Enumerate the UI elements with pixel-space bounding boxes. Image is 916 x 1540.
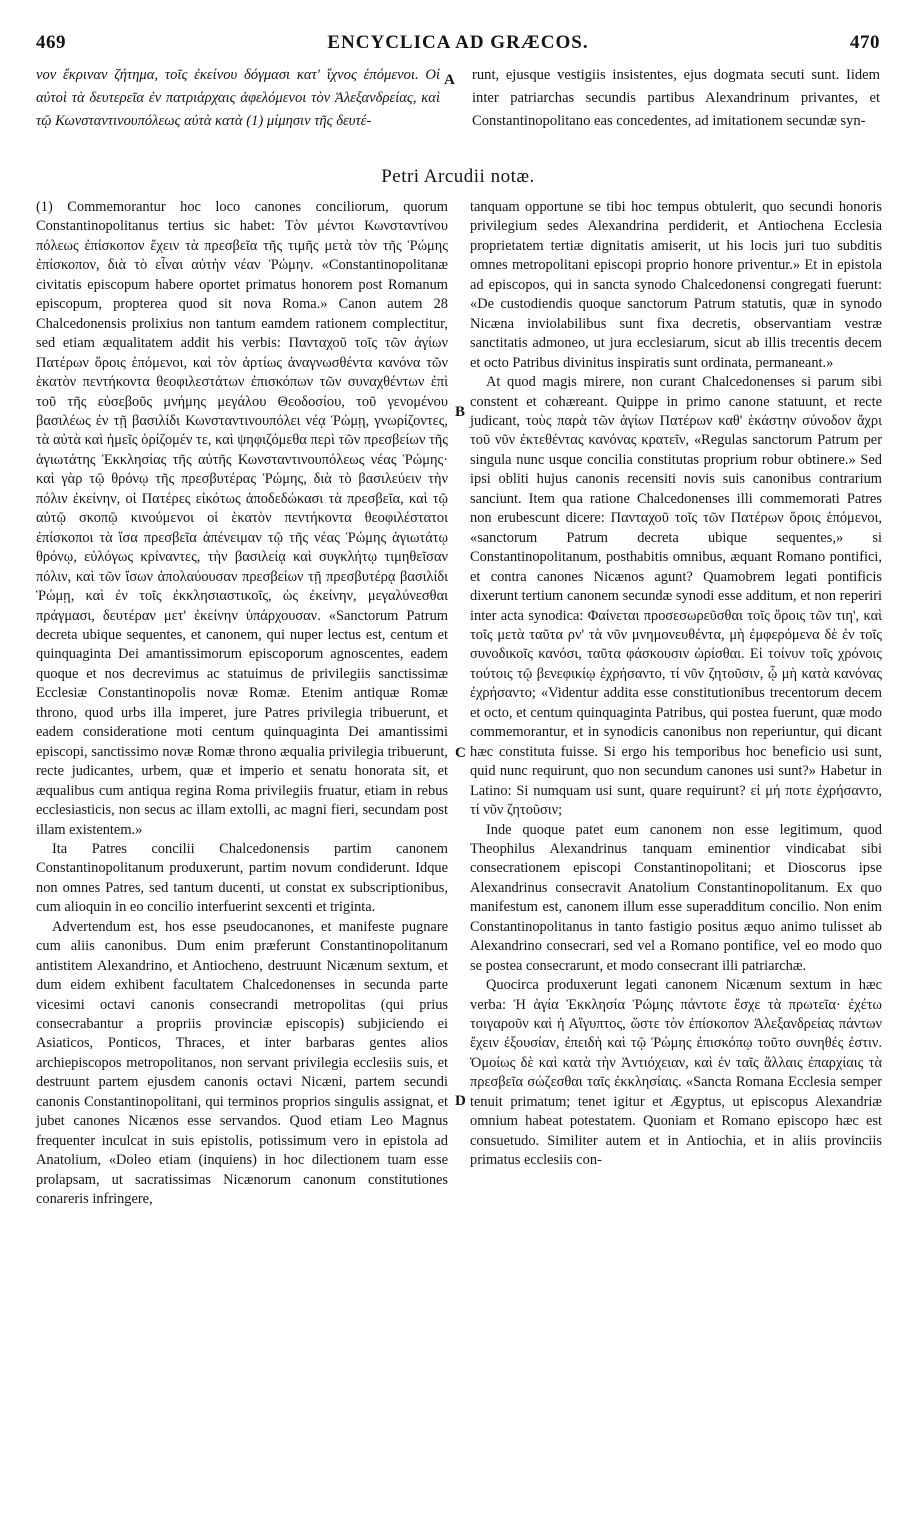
margin-marker-c: C [455, 745, 466, 761]
notes-title: Petri Arcudii notæ. [381, 166, 535, 187]
left-page-number: 469 [36, 32, 66, 53]
greek-text-column: νον ἔκριναν ζήτημα, τοῖς ἐκείνου δόγμασι κατ' ἴχνος ἑπόμενοι. Οἱ αὐτοὶ τὰ δευτερεῖα ἐν πατριάρχαις ἀφελόμενοι τὸν Ἀλεξανδρείας, καὶ τῷ Κωνσταντινουπόλεως αὐτὰ κατὰ (1) μίμησιν τῆς δευτέ- [36, 67, 440, 129]
margin-marker-b: B [455, 404, 466, 420]
note-paragraph: (1) Commemorantur hoc loco canones conciliorum, quorum Constantinopolitanus tertius sic habet: Τὸν μέντοι Κωνσταντίνου πόλεως ἐπίσκοπον ἔχειν τὰ πρεσβεῖα τῆς τιμῆς μετὰ τὸν τῆς Ῥώμης ἐπίσκοπον, διὰ τὸ εἶναι αὐτὴν νέαν Ῥώμην. «Constantinopolitanæ civitatis episcopum habere oportet primatus honorem post Romanum episcopum, propterea quod sit nova Roma.» Canon autem 28 Chalcedonensis prolixius non tantum eamdem rationem complectitur, sed etiam æqualitatem addit his verbis: Πανταχοῦ τοῖς τῶν ἁγίων Πατέρων ὅροις ἑπόμενοι, καὶ τὸν ἀρτίως ἀναγνωσθέντα κανόνα τῶν ἑκατὸν πεντήκοντα θεοφιλεστάτων ἐπισκόπων τῶν συναχθέντων ἐπὶ τοῦ τῆς εὐσεβοῦς μνήμης μεγάλου Θεοδοσίου, τοῦ γενομένου βασιλέως ἐν τῇ βασιλίδι Κωνσταντινουπόλει νέᾳ Ῥώμῃ, γνωρίζοντες, τὰ αὐτὰ καὶ ἡμεῖς ὁρίζομέν τε, καὶ ψηφιζόμεθα περὶ τῶν πρεσβείων τῆς ἁγιωτάτης Ἐκκλησίας τῆς αὐτῆς Κωνσταντινουπόλεως νέας Ῥώμης· καὶ γὰρ τῷ θρόνῳ τῆς πρεσβυτέρας Ῥώμης, διὰ τὸ βασιλεύειν τὴν πόλιν ἐκείνην, οἱ Πατέρες εἰκότως ἀποδεδώκασι τὰ πρεσβεῖα, καὶ τῷ αὐτῷ σκοπῷ κινούμενοι οἱ ἑκατὸν πεντήκοντα θεοφιλέστατοι ἐπίσκοποι τὰ ἴσα πρεσβεῖα ἀπένειμαν τῷ τῆς νέας Ῥώμης ἁγιωτάτῳ θρόνῳ, εὐλόγως κρίναντες, τὴν βασιλείᾳ καὶ συγκλήτῳ τιμηθεῖσαν πόλιν, καὶ τῶν ἴσων ἀπολαύουσαν πρεσβείων τῇ πρεσβυτέρᾳ βασιλίδι Ῥώμῃ, καὶ ἐν τοῖς ἐκκλησιαστικοῖς, ὡς ἐκείνην, μεγαλύνεσθαι πράγμασι, δευτέραν μετ' ἐκείνην ὑπάρχουσαν. «Sanctorum Patrum decreta ubique sequentes, et canonem, qui nuper lectus est, centum et quinquaginta Dei amantissimorum episcoporum agnoscentes, eadem quoque et nos decrevimus ac statuimus de privilegiis sanctissimæ Ecclesiæ Constantinopolis novæ Romæ. Etenim antiquæ Romæ throno, quod urbs illa imperet, jure Patres privilegia tribuerunt, et eadem consideratione moti centum quinquaginta Dei amantissimi episcopi, sanctissimo novæ Romæ throno æqualia privilegia tribuerunt, recte judicantes, urbem, quæ et imperio et senatu honorata sit, et æqualibus cum antiqua regina Roma privilegiis fruatur, etiam in rebus ecclesiasticis, non secus ac illam extolli, ac magni fieri, secundam post illam existentem.» [36, 199, 448, 838]
main-text [36, 64, 880, 156]
running-header [36, 32, 880, 58]
right-page-number: 470 [850, 32, 880, 53]
notes-section [36, 198, 880, 1518]
note-paragraph: Quocirca produxerunt legati canonem Nicænum sextum in hæc verba: Ἡ ἁγία Ἐκκλησία Ῥώμης πάντοτε ἔσχε τὰ πρωτεῖα· ἐχέτω τοιγαροῦν καὶ ἡ Αἴγυπτος, ὥστε τὸν ἐπίσκοπον Ἀλεξανδρείας πάντων ἔχειν ἐξουσίαν, ἐπειδὴ καὶ τῷ Ῥώμης ἐπισκόπῳ τοῦτο συνηθές ἐστιν. Ὁμοίως δὲ καὶ κατὰ τὴν Ἀντιόχειαν, καὶ ἐν ταῖς ἄλλαις ἐπαρχίαις τὰ πρεσβεῖα σώζεσθαι ταῖς ἐκκλησίαις. «Sancta Romana Ecclesia semper tenuit primatum; tenet igitur et Ægyptus, ut episcopus Alexandriæ omnium habeat potestatem. Quoniam et Romano episcopo hæc est consuetudo. Similiter autem et in Antiochia, et in aliis provinciis primatus ecclesiis con- [470, 977, 882, 1169]
note-paragraph: tanquam opportune se tibi hoc tempus obtulerit, quo secundi honoris privilegium sedes Alexandrina perdiderit, et Antiochena Ecclesia proprietatem tertiæ dignitatis amiserit, ut his locis juri tuo subditis omnes metropolitani episcopi proprio honore priventur.» Et in epistola ad episcopos, qui in sancta synodo Chalcedonensi congregati fuerunt: «De custodiendis quoque sanctorum Patrum statutis, quæ in synodo Nicæna inviolabilibus sunt fixa decretis, observantiam vestræ sanctitatis admoneo, ut jura ecclesiarum, sicut ab illis trecentis decem et octo Patribus divinitus inspiratis sunt ordinata, permaneant.» [470, 199, 882, 371]
margin-marker-a: A [444, 72, 455, 88]
margin-marker-d: D [455, 1093, 466, 1109]
notes-left-column [36, 198, 448, 1210]
notes-right-column [470, 198, 882, 1171]
note-paragraph: Inde quoque patet eum canonem non esse legitimum, quod Theophilus Alexandrinus tanquam eminentior vindicabat sibi consecrationem episcopi Constantinopolitani; et Dioscorus ipse Alexandrinus consecravit Anatolium Constantinopolitanum. Ex quo manifestum est, canonem illum esse superadditum concilio. Non enim Constantinopolitanus in tanto fastigio positus æquo animo tulisset ab Alexandrino consecrari, sed vel a Romano pontifice, vel eo modo quo se postea consecrarunt, et modo consecrant illi patriarchæ. [470, 821, 882, 974]
note-paragraph: At quod magis mirere, non curant Chalcedonenses si parum sibi constent et cohæreant. Quippe in primo canone statuunt, et recte judicant, τοὺς παρὰ τῶν ἁγίων Πατέρων καθ' ἑκάστην σύνοδον ἄχρι τοῦ νῦν ἐκτεθέντας κανόνας κρατεῖν, «Regulas sanctorum Patrum per singula nunc usque concilia constitutas proprium robur obtinere.» Sed ipsi obliti hujus canonis recensiti novis suis canonibus contrarium sanciunt. Item qua ratione Chalcedonenses illi commemorati Patres non erubescunt dicere: Πανταχοῦ τοῖς τῶν Πατέρων ὅροις ἑπόμενοι, «sanctorum Patrum decreta ubique sequentes,» si Constantinopolitanum, posthabitis omnibus, æquant Romano pontifici, et contra canones Nicænos agunt? Quamobrem legati pontificis dixerunt tertium canonem secundæ synodi esse additum, et non reperiri inter acta synodica: Φαίνεται προσεσωρεῦσθαι τοῖς ὅροις τῶν τιη', καὶ τοῖς μετὰ ταῦτα ρν' τὰ νῦν μνημονευθέντα, μὴ ἐμφερόμενα δὲ ἐν τοῖς συνοδικοῖς κανόσι, ταῦτα φάσκουσιν ὡρίσθαι. Εἰ τοίνυν τοῖς χρόνοις τούτοις τῷ βενεφικίῳ ἐχρήσαντο, τί νῦν ζητοῦσιν, ᾧ μὴ κατὰ κανόνας ἐχρήσαντο; «Videntur addita esse constitutionibus trecentorum decem et octo, et centum quinquaginta Patribus, qui postea fuerunt, quæ modo commemorantur, et in synodicis canonibus non reperiuntur, qui dicant hæc constituta fuisse. Si ergo his temporibus hoc beneficio usi sunt, quid nunc requirunt, quo non secundum canones usi sunt?» Habetur in Latino: Si numquam usi sunt, quare requirunt? εἰ μή ποτε ἐχρήσαντο, τί νῦν ζητοῦσιν; [470, 374, 882, 819]
note-paragraph: Ita Patres concilii Chalcedonensis partim canonem Constantinopolitanum produxerunt, partim novum condiderunt. Idque non omnes Patres, sed tantum ducenti, ut constat ex subscriptionibus, cum alioquin in eo concilio interfuerint sexcenti et triginta. [36, 840, 448, 916]
note-paragraph: Advertendum est, hos esse pseudocanones, et manifeste pugnare cum aliis canonibus. Dum enim præferunt Constantinopolitanum antistitem Alexandrino, et Antiocheno, destruunt Nicænum sextum, et dum eidem exhibent facultatem Chalcedonenses in secunda parte vicesimi octavi canonis consecrandi metropolitas (qui prius consecrabantur a propriis provinciæ episcopis) subjiciendo ei Asiaticos, Ponticos, Thraces, et inter barbaras gentes alios archiepiscopos metropolitanos, non servant privilegia ecclesiis suis, et destruunt partem ejusdem canonis octavi Nicæni, partem secundi canonis Constantinopolitani, qui terminos proprios singulis assignat, et jubet canones Nicænos esse servandos. Quod etiam Leo Magnus frequenter inculcat in suis epistolis, potissimum vero in epistola ad Anatolium, «Doleo etiam (inquiens) in hoc dilectionem tuam esse prolapsam, ut sacratissimas Nicænorum canonum constitutiones conareris infringere, [36, 918, 448, 1208]
running-title: ENCYCLICA AD GRÆCOS. [327, 32, 589, 53]
latin-text-column: runt, ejusque vestigiis insistentes, ejus dogmata secuti sunt. Iidem inter patriarchas secundis partibus Alexandrinum privantes, et Constantinopolitano eas concedentes, ad imitationem secundæ syn- [472, 67, 880, 129]
